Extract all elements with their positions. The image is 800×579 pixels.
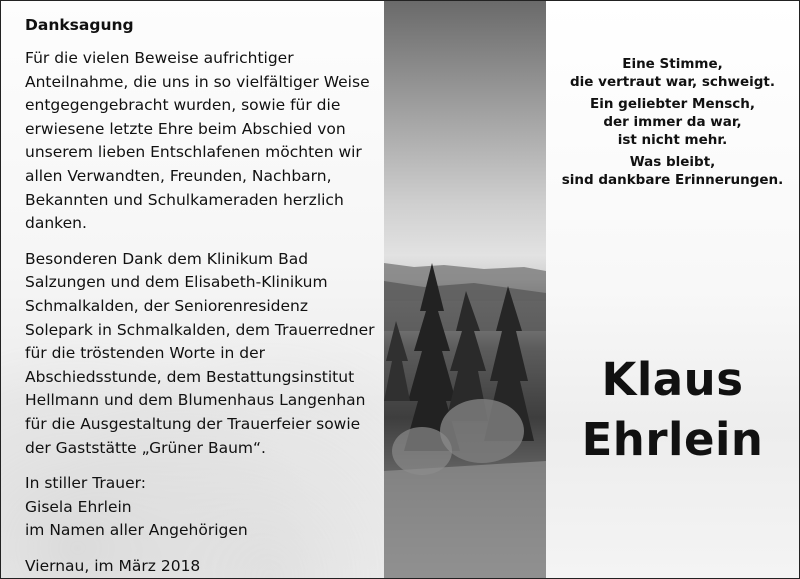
verse-line-3: Ein geliebter Mensch, bbox=[590, 96, 755, 112]
verse-line-7: sind dankbare Erinnerungen. bbox=[561, 172, 784, 188]
verse-line-2: die vertraut war, schweigt. bbox=[570, 74, 775, 90]
thanks-heading: Danksagung bbox=[25, 16, 134, 34]
verse-stanza-3 bbox=[546, 153, 799, 189]
place-date: Viernau, im März 2018 bbox=[25, 556, 201, 575]
deceased-first-name: Klaus bbox=[601, 353, 744, 406]
verse-line-1: Eine Stimme, bbox=[622, 56, 723, 72]
forest-photo-illustration bbox=[384, 1, 546, 579]
thanks-paragraph-1: Für die vielen Beweise aufrichtiger Anteilnahme, die uns in so vielfältiger Weise entgegengebracht wurden, sowie für die erwiesene letzte Ehre beim Abschied von unserem lieben Entschlafenen möchten wir allen Verwandten, Freunden, Nachbarn, Bekannten und Schulkameraden herzlich danken. bbox=[25, 49, 370, 233]
thanks-panel bbox=[1, 1, 384, 578]
forest-photo bbox=[384, 1, 546, 579]
verse-stanza-1 bbox=[546, 55, 799, 91]
thanks-text bbox=[25, 15, 375, 579]
memorial-verse bbox=[546, 55, 799, 193]
memorial-panel bbox=[546, 1, 799, 578]
mourning-line-3: im Namen aller Angehörigen bbox=[25, 521, 248, 540]
mourning-line-2: Gisela Ehrlein bbox=[25, 497, 132, 516]
verse-line-6: Was bleibt, bbox=[629, 154, 716, 170]
thanks-paragraph-2: Besonderen Dank dem Klinikum Bad Salzungen und dem Elisabeth-Klinikum Schmalkalden, der Seniorenresidenz Solepark in Schmalkalden, dem Trauerredner für die tröstenden Worte in der Abschiedsstunde, dem Bestattungsinstitut Hellmann und dem Blumenhaus Langenhan für die Ausgestaltung der Trauerfeier sowie der Gaststätte „Grüner Baum“. bbox=[25, 249, 375, 457]
verse-stanza-2 bbox=[546, 95, 799, 149]
mourning-block bbox=[25, 472, 375, 543]
mourning-line-1: In stiller Trauer: bbox=[25, 474, 146, 493]
verse-line-5: ist nicht mehr. bbox=[617, 132, 728, 148]
deceased-last-name: Ehrlein bbox=[581, 413, 764, 466]
verse-line-4: der immer da war, bbox=[603, 114, 742, 130]
